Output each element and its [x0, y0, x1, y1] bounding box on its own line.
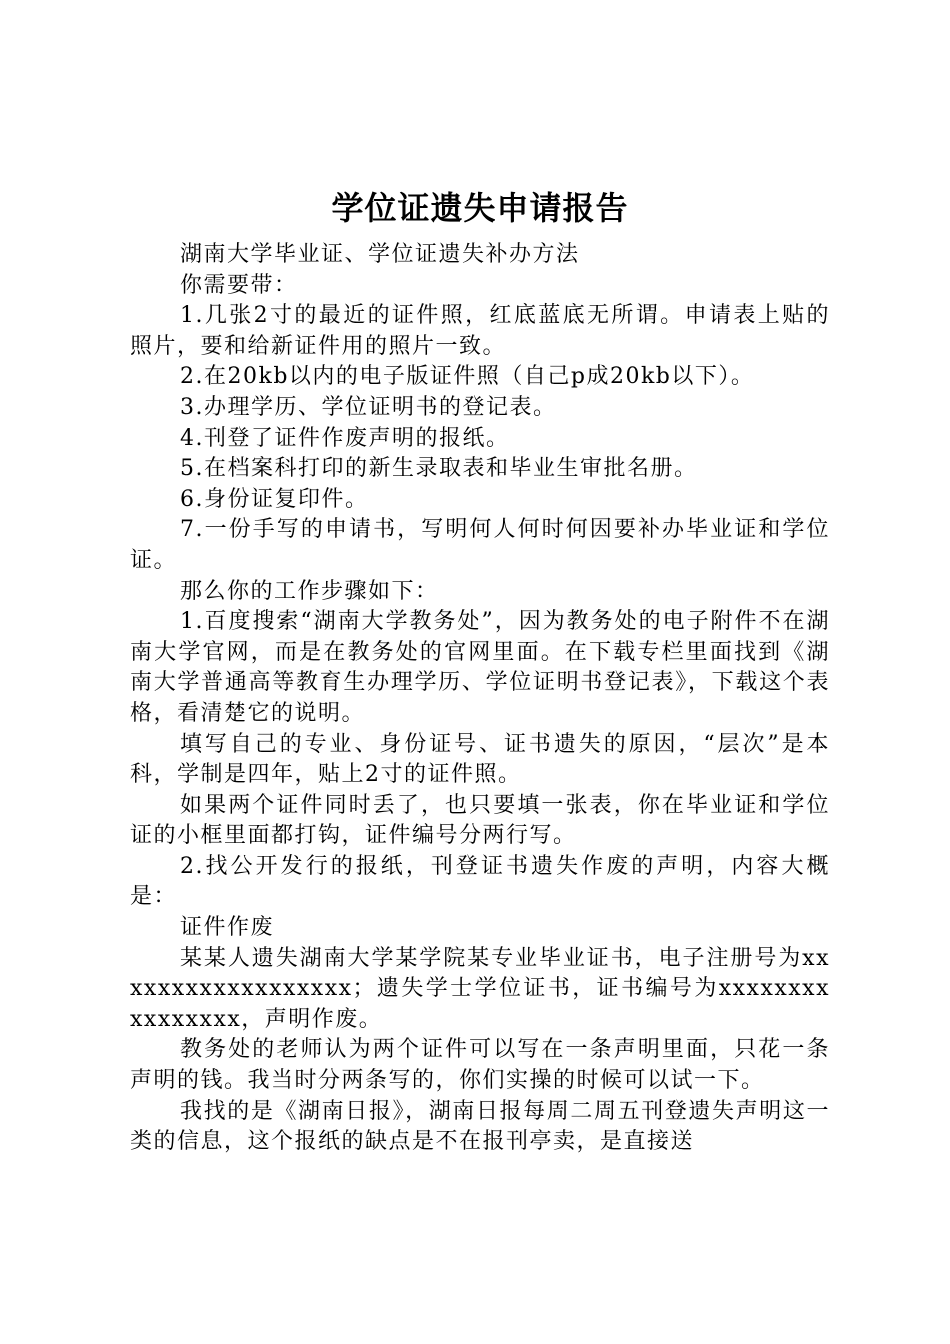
- notice-body: 某某人遗失湖南大学某学院某专业毕业证书，电子注册号为xxxxxxxxxxxxxxxxxx；遗失学士学位证书，证书编号为xxxxxxxxxxxxxxxx，声明作废。: [130, 945, 830, 1032]
- notice-heading: 证件作废: [180, 915, 275, 941]
- paragraph-both-lost: 如果两个证件同时丢了，也只要填一张表，你在毕业证和学位证的小框里面都打钩，证件编号分两行写。: [130, 792, 830, 849]
- step-search-office: 1.百度搜索“湖南大学教务处”，因为教务处的电子附件不在湖南大学官网，而是在教务处的官网里面。在下载专栏里面找到《湖南大学普通高等教育生办理学历、学位证明书登记表》，下载这个表格，看清楚它的说明。: [130, 609, 830, 726]
- list-item-photos: 1.几张2寸的最近的证件照，红底蓝底无所谓。申请表上贴的照片，要和给新证件用的照片一致。: [130, 303, 830, 359]
- document-body: [130, 186, 830, 1158]
- list-item-registration-form: 3.办理学历、学位证明书的登记表。: [180, 394, 557, 420]
- paragraph-steps-heading: 那么你的工作步骤如下：: [180, 578, 439, 604]
- paragraph-needs-heading: 你需要带：: [180, 272, 298, 298]
- paragraph-hunan-daily: 我找的是《湖南日报》，湖南日报每周二周五刊登遗失声明这一类的信息，这个报纸的缺点是不在报刊亭卖，是直接送: [130, 1098, 830, 1155]
- list-item-digital-photo: 2.在20kb以内的电子版证件照（自己p成20kb以下）。: [180, 364, 755, 390]
- paragraph-fill-form: 填写自己的专业、身份证号、证书遗失的原因，“层次”是本科，学制是四年，贴上2寸的证件照。: [130, 731, 830, 788]
- paragraph-office-advice: 教务处的老师认为两个证件可以写在一条声明里面，只花一条声明的钱。我当时分两条写的，你们实操的时候可以试一下。: [130, 1037, 830, 1094]
- document-title: 学位证遗失申请报告: [331, 189, 629, 227]
- list-item-admission-records: 5.在档案科打印的新生录取表和毕业生审批名册。: [180, 456, 698, 482]
- list-item-application-letter: 7.一份手写的申请书，写明何人何时何因要补办毕业证和学位证。: [130, 517, 830, 573]
- step-newspaper-notice: 2.找公开发行的报纸，刊登证书遗失作废的声明，内容大概是：: [130, 853, 830, 910]
- list-item-id-copy: 6.身份证复印件。: [180, 486, 369, 512]
- list-item-newspaper: 4.刊登了证件作废声明的报纸。: [180, 425, 510, 451]
- paragraph-intro: 湖南大学毕业证、学位证遗失补办方法: [180, 242, 580, 267]
